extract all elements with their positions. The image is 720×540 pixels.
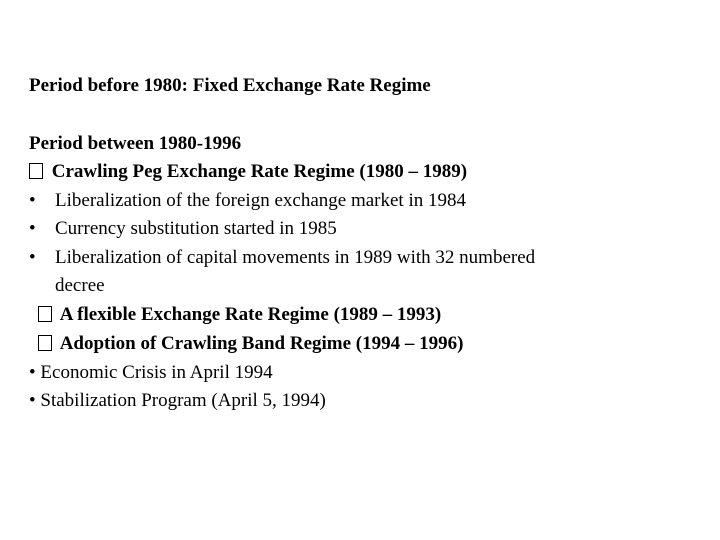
- bullet-item: [29, 390, 326, 412]
- bullet-text-continuation: decree: [55, 275, 105, 296]
- bullet-text: Liberalization of the foreign exchange market in 1984: [55, 190, 466, 211]
- period-1980-1996-heading: Period between 1980-1996: [29, 133, 242, 154]
- bullet-icon: •: [29, 190, 36, 211]
- bullet-text: Currency substitution started in 1985: [55, 218, 337, 239]
- crawling-peg-item: [29, 161, 467, 183]
- bullet-text: Stabilization Program (April 5, 1994): [40, 390, 326, 411]
- flexible-regime-item: [38, 304, 441, 326]
- crawling-band-item: [38, 333, 463, 355]
- bullet-icon: •: [29, 218, 36, 239]
- checkbox-glyph-icon: [38, 335, 52, 351]
- bullet-icon: •: [29, 247, 36, 268]
- checkbox-glyph-icon: [29, 163, 43, 179]
- bullet-text: Economic Crisis in April 1994: [40, 362, 273, 383]
- crawling-band-label: Adoption of Crawling Band Regime (1994 – 1996): [59, 333, 464, 354]
- period-before-1980-heading: Period before 1980: Fixed Exchange Rate Regime: [29, 75, 431, 96]
- checkbox-glyph-icon: [38, 306, 52, 322]
- bullet-icon: •: [29, 362, 36, 383]
- bullet-icon: •: [29, 390, 36, 411]
- bullet-item: [29, 362, 273, 384]
- flexible-regime-label: A flexible Exchange Rate Regime (1989 – 1993): [59, 304, 442, 325]
- bullet-text: Liberalization of capital movements in 1989 with 32 numbered: [55, 247, 536, 268]
- crawling-peg-label: Crawling Peg Exchange Rate Regime (1980 – 1989): [51, 161, 468, 182]
